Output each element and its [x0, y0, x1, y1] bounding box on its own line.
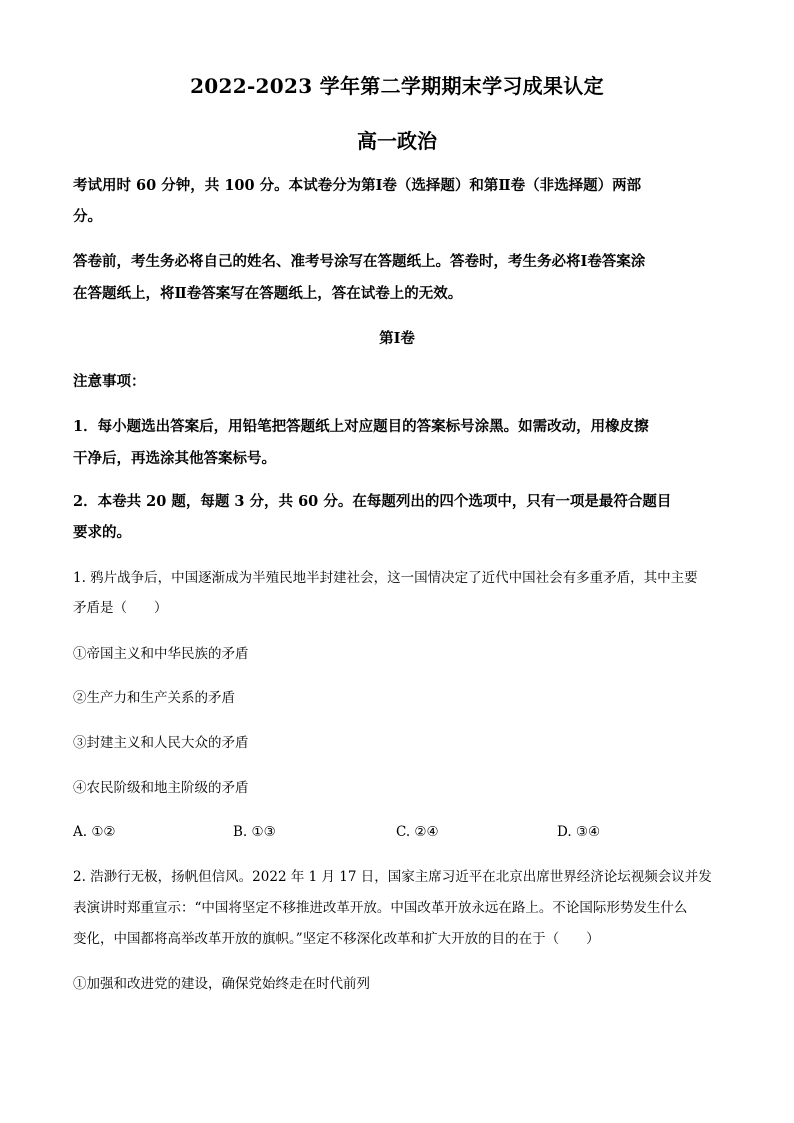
- question-2-stem-line-3: 变化，中国都将高举改革开放的旗帜。”坚定不移深化改革和扩大开放的目的在于（ ）: [73, 931, 600, 947]
- question-1-option-a[interactable]: A. ①②: [73, 824, 116, 840]
- intro-line-2: 分。: [73, 208, 102, 225]
- note-2-line-1: 2．本卷共 20 题，每题 3 分，共 60 分。在每题列出的四个选项中，只有一项是最符合题目: [73, 493, 672, 510]
- question-1-stem-line-2: 矛盾是（ ）: [73, 600, 168, 616]
- question-1-item-1: ①帝国主义和中华民族的矛盾: [73, 646, 249, 662]
- intro-line-4: 在答题纸上，将Ⅱ卷答案写在答题纸上，答在试卷上的无效。: [73, 285, 463, 302]
- note-1-line-1: 1．每小题选出答案后，用铅笔把答题纸上对应题目的答案标号涂黑。如需改动，用橡皮擦: [73, 418, 649, 435]
- question-1-option-c[interactable]: C. ②④: [396, 824, 439, 840]
- question-2-stem-line-2: 表演讲时郑重宣示：“中国将坚定不移推进改革开放。中国改革开放永远在路上。不论国际形势发生什么: [73, 900, 688, 916]
- note-2-line-2: 要求的。: [73, 524, 131, 541]
- question-2-item-1: ①加强和改进党的建设，确保党始终走在时代前列: [73, 976, 370, 992]
- question-1-stem-line-1: 1. 鸦片战争后，中国逐渐成为半殖民地半封建社会，这一国情决定了近代中国社会有多重矛盾，其中主要: [73, 570, 698, 586]
- notes-heading: 注意事项：: [73, 373, 146, 390]
- section-heading: 第Ⅰ卷: [379, 330, 415, 347]
- intro-line-1: 考试用时 60 分钟，共 100 分。本试卷分为第Ⅰ卷（选择题）和第Ⅱ卷（非选择题）两部: [73, 177, 642, 194]
- exam-title: 2022-2023 学年第二学期期末学习成果认定: [190, 74, 604, 98]
- exam-subject: 高一政治: [357, 129, 437, 153]
- question-2-stem-line-1: 2. 浩渺行无极，扬帆但信风。2022 年 1 月 17 日，国家主席习近平在北京出席世界经济论坛视频会议并发: [73, 869, 712, 885]
- question-1-item-2: ②生产力和生产关系的矛盾: [73, 690, 235, 706]
- question-1-option-b[interactable]: B. ①③: [233, 824, 276, 840]
- intro-line-3: 答卷前，考生务必将自己的姓名、准考号涂写在答题纸上。答卷时，考生务必将Ⅰ卷答案涂: [73, 253, 646, 270]
- question-1-option-d[interactable]: D. ③④: [557, 824, 601, 840]
- note-1-line-2: 干净后，再选涂其他答案标号。: [73, 450, 276, 467]
- question-1-item-3: ③封建主义和人民大众的矛盾: [73, 735, 249, 751]
- question-1-item-4: ④农民阶级和地主阶级的矛盾: [73, 780, 249, 796]
